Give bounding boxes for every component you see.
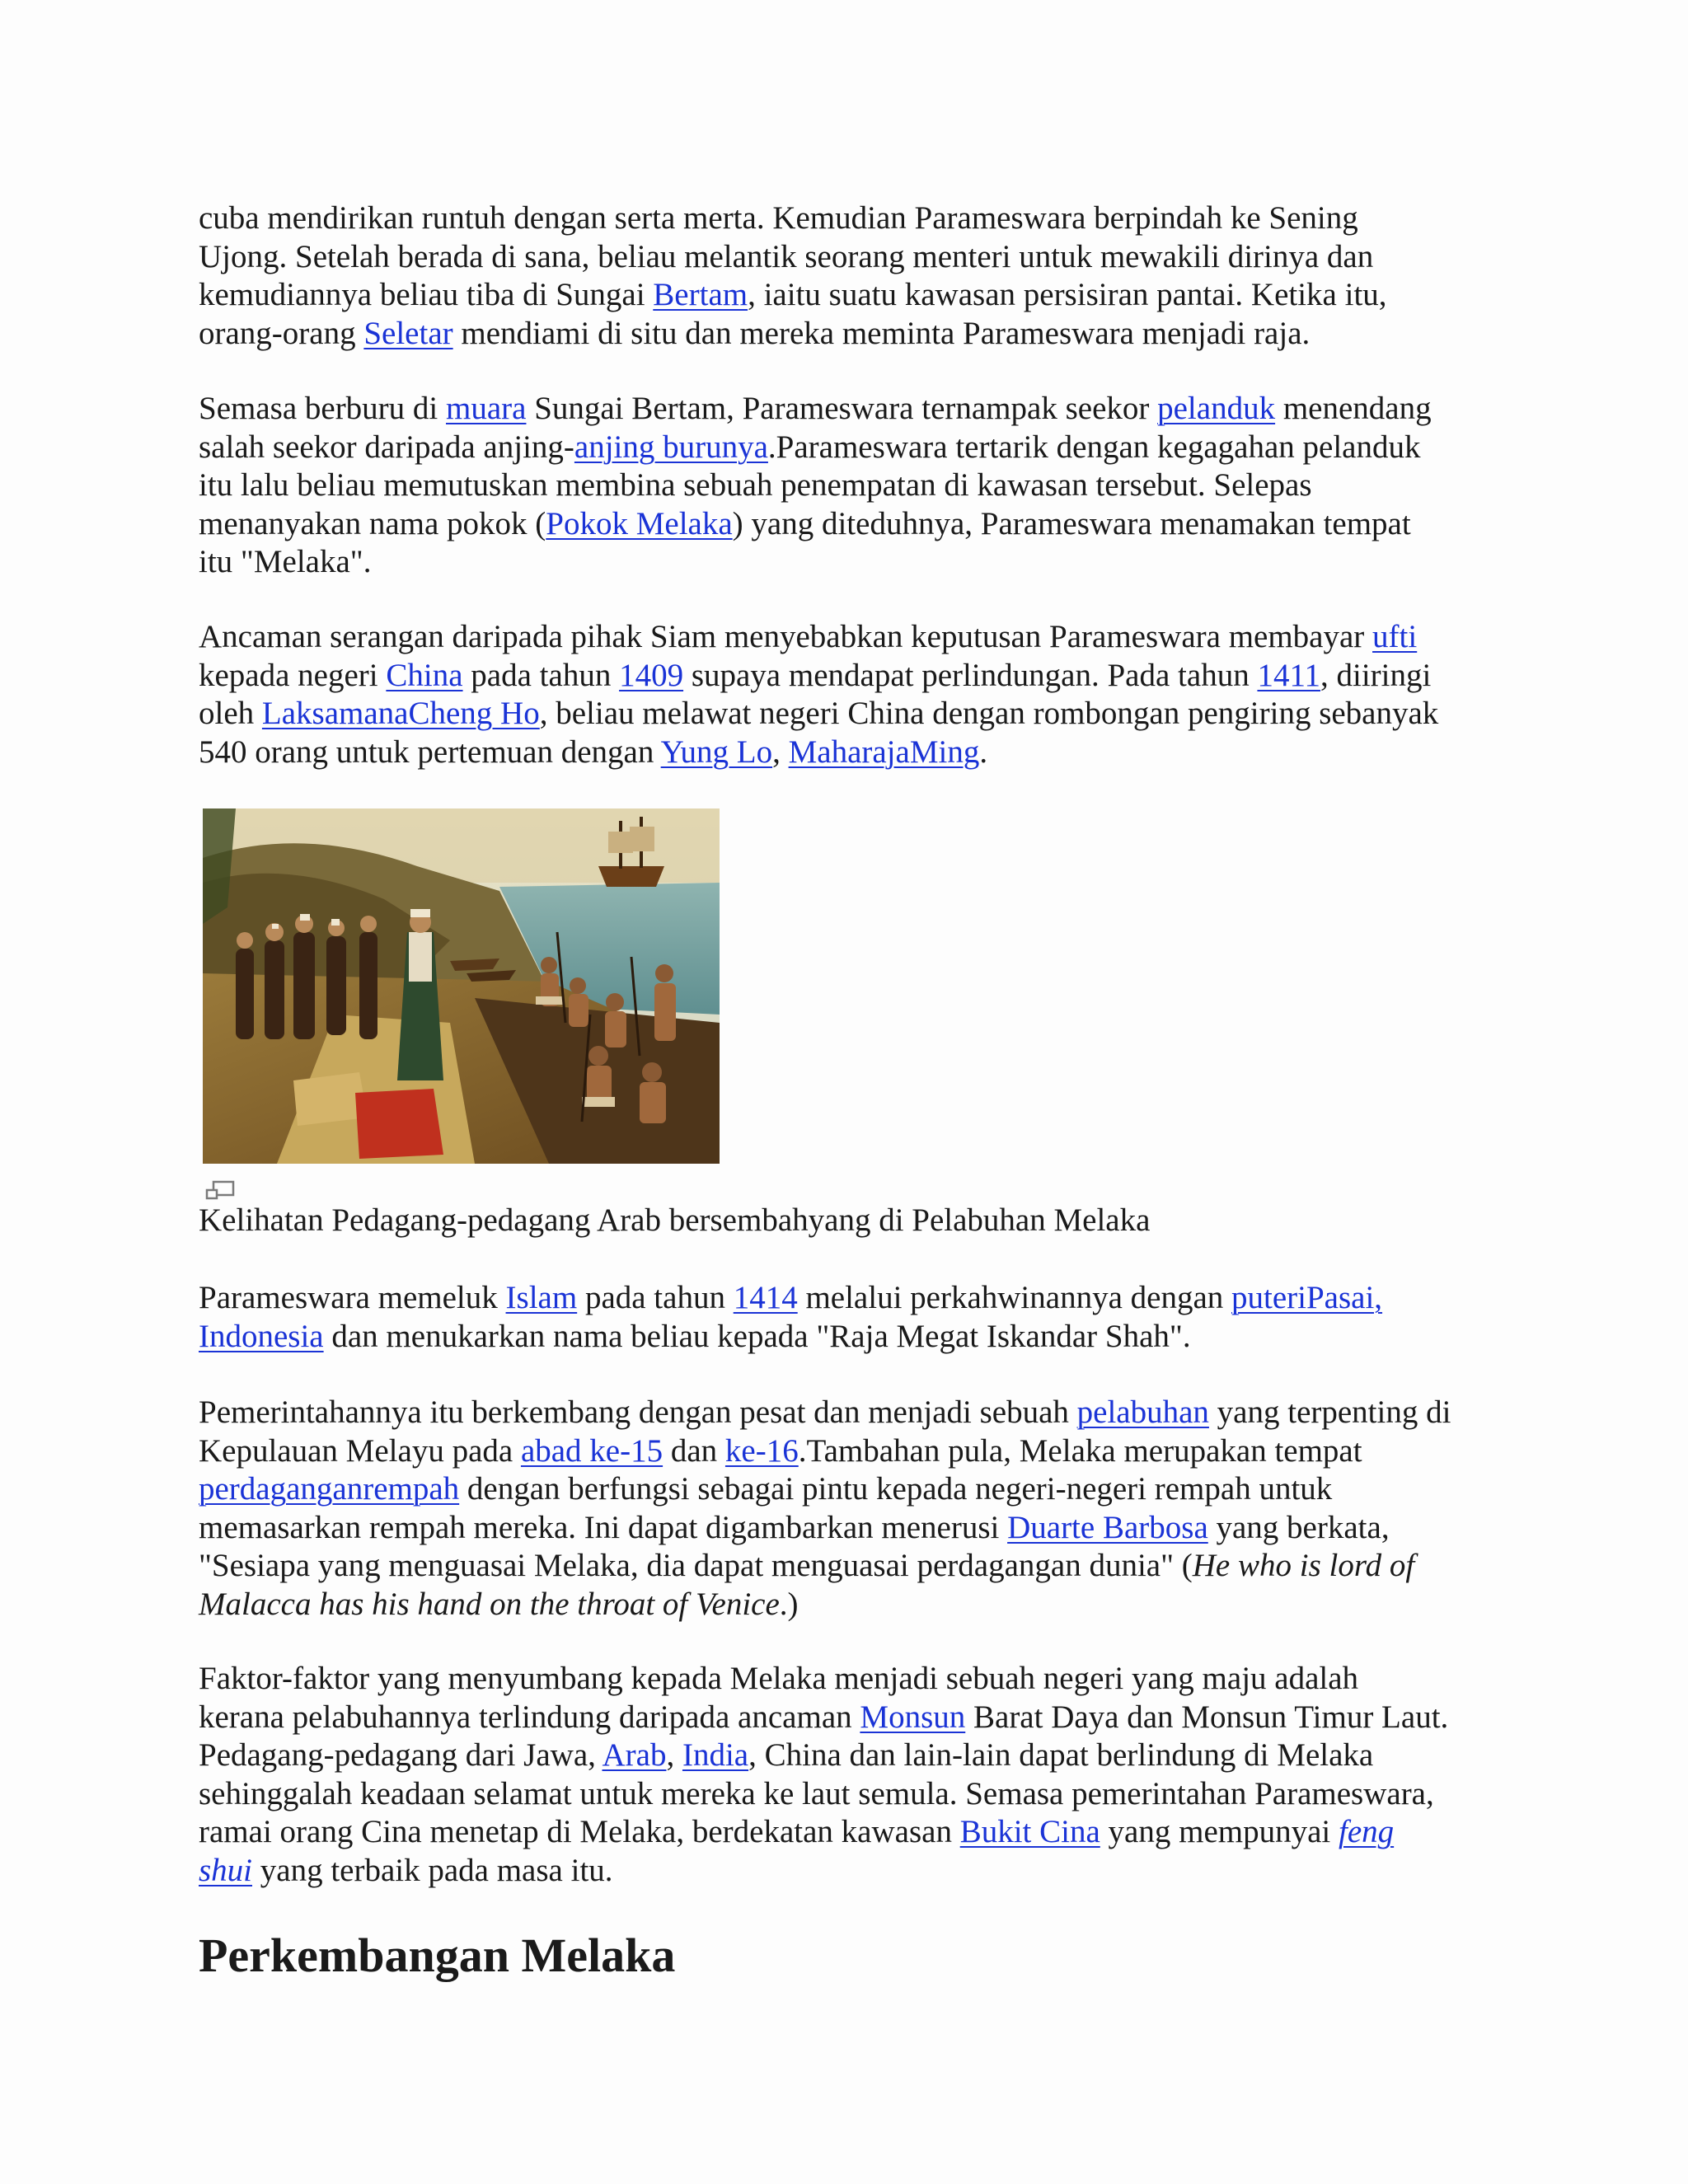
link-anjing-burunya[interactable]: anjing burunya — [574, 429, 768, 465]
text: melalui perkahwinannya dengan — [797, 1280, 1232, 1315]
text: , diiringi — [1320, 657, 1432, 693]
text: Parameswara memeluk — [199, 1280, 506, 1315]
text: Ancaman serangan daripada pihak Siam menyebabkan keputusan Parameswara membayar — [199, 619, 1373, 654]
text: sehinggalah keadaan selamat untuk mereka ke laut semula. Semasa pemerintahan Parameswara, — [199, 1775, 1434, 1811]
link-maharaja-ming[interactable]: MaharajaMing — [788, 733, 980, 770]
text: cuba mendirikan runtuh dengan serta merta. Kemudian Parameswara berpindah ke Sening — [199, 200, 1358, 236]
painting-illustration — [203, 808, 720, 1164]
link-china[interactable]: China — [386, 657, 463, 693]
link-1414[interactable]: 1414 — [733, 1280, 798, 1315]
quote-english: He who is lord of — [1192, 1548, 1415, 1583]
text: Barat Daya dan Monsun Timur Laut. — [965, 1699, 1449, 1735]
link-islam[interactable]: Islam — [505, 1280, 578, 1315]
link-pokok-melaka[interactable]: Pokok Melaka — [546, 505, 733, 541]
paragraph-pelanduk — [199, 390, 1517, 582]
link-feng-shui-cont[interactable]: shui — [199, 1852, 253, 1888]
text: yang terpenting di — [1208, 1394, 1451, 1430]
link-laksamana-cheng-ho[interactable]: LaksamanaCheng Ho — [261, 696, 540, 731]
link-yung-lo[interactable]: Yung Lo — [660, 733, 773, 770]
text: .Tambahan pula, Melaka merupakan tempat — [798, 1432, 1362, 1469]
link-1411[interactable]: 1411 — [1257, 657, 1321, 693]
text: , — [666, 1737, 682, 1773]
text: memasarkan rempah mereka. Ini dapat digambarkan menerusi — [199, 1509, 1008, 1545]
link-pelanduk[interactable]: pelanduk — [1157, 391, 1276, 426]
text: menanyakan nama pokok ( — [199, 505, 546, 541]
text: 540 orang untuk pertemuan dengan — [199, 733, 661, 770]
paragraph-siam — [199, 618, 1517, 771]
text: . — [979, 733, 988, 770]
link-feng-shui[interactable]: feng — [1338, 1814, 1395, 1849]
text: itu "Melaka". — [199, 544, 372, 579]
paragraph-founding — [199, 199, 1517, 353]
text: yang mempunyai — [1100, 1814, 1339, 1849]
link-seletar[interactable]: Seletar — [363, 315, 453, 351]
text: , beliau melawat negeri China dengan rombongan pengiring sebanyak — [539, 696, 1439, 731]
paragraph-islam — [199, 1279, 1517, 1356]
link-arab[interactable]: Arab — [602, 1737, 667, 1773]
text: .) — [779, 1586, 799, 1622]
link-duarte-barbosa[interactable]: Duarte Barbosa — [1007, 1509, 1208, 1545]
text: supaya mendapat perlindungan. Pada tahun — [683, 657, 1258, 693]
link-monsun[interactable]: Monsun — [860, 1699, 966, 1735]
link-india[interactable]: India — [682, 1737, 749, 1773]
text: oleh — [199, 696, 262, 731]
link-pelabuhan[interactable]: pelabuhan — [1076, 1394, 1209, 1430]
caption-text: Kelihatan Pedagang-pedagang Arab bersembahyang di Pelabuhan Melaka — [199, 1202, 1151, 1238]
text: pada tahun — [462, 657, 620, 693]
text: Sungai Bertam, Parameswara ternampak seekor — [526, 391, 1158, 426]
text: "Sesiapa yang menguasai Melaka, dia dapat menguasai perdagangan dunia" ( — [199, 1548, 1193, 1583]
text: salah seekor daripada anjing- — [199, 429, 574, 465]
link-muara[interactable]: muara — [446, 391, 527, 426]
text: , iaitu suatu kawasan persisiran pantai. Ketika itu, — [748, 277, 1387, 312]
link-indonesia[interactable]: Indonesia — [199, 1318, 324, 1354]
text: Faktor-faktor yang menyumbang kepada Melaka menjadi sebuah negeri yang maju adalah — [199, 1661, 1359, 1696]
text: ) yang diteduhnya, Parameswara menamakan tempat — [732, 505, 1411, 541]
text: mendiami di situ dan mereka meminta Parameswara menjadi raja. — [452, 315, 1311, 351]
quote-english-cont: Malacca has his hand on the throat of Venice — [199, 1586, 780, 1622]
text: Kepulauan Melayu pada — [199, 1432, 521, 1469]
text: yang terbaik pada masa itu. — [252, 1852, 613, 1888]
paragraph-factors — [199, 1660, 1517, 1890]
text: pada tahun — [577, 1280, 734, 1315]
text: dan — [663, 1432, 725, 1469]
text: orang-orang — [199, 315, 364, 351]
link-ke-16[interactable]: ke-16 — [724, 1432, 799, 1469]
harbour-painting[interactable] — [203, 808, 720, 1164]
text: Ujong. Setelah berada di sana, beliau melantik seorang menteri untuk mewakili dirinya dan — [199, 238, 1374, 274]
text: .Parameswara tertarik dengan kegagahan pelanduk — [767, 429, 1421, 465]
text: Pedagang-pedagang dari Jawa, — [199, 1737, 603, 1773]
section-heading: Perkembangan Melaka — [199, 1929, 676, 1982]
link-1409[interactable]: 1409 — [619, 657, 684, 693]
text: menendang — [1275, 391, 1432, 426]
text: Semasa berburu di — [199, 391, 447, 426]
text: kerana pelabuhannya terlindung daripada ancaman — [199, 1699, 860, 1735]
text: itu lalu beliau memutuskan membina sebuah penempatan di kawasan tersebut. Selepas — [199, 467, 1312, 503]
link-abad-ke-15[interactable]: abad ke-15 — [520, 1432, 663, 1469]
text: kemudiannya beliau tiba di Sungai — [199, 277, 654, 312]
link-puteri-pasai[interactable]: puteriPasai, — [1231, 1280, 1383, 1315]
paragraph-pelabuhan — [199, 1394, 1517, 1624]
link-perdagangan-rempah[interactable]: perdaganganrempah — [199, 1471, 460, 1507]
link-bertam[interactable]: Bertam — [653, 277, 748, 312]
text: dan menukarkan nama beliau kepada "Raja Megat Iskandar Shah". — [323, 1318, 1191, 1354]
text: ramai orang Cina menetap di Melaka, berdekatan kawasan — [199, 1814, 960, 1849]
text: yang berkata, — [1207, 1509, 1390, 1545]
text: , — [772, 733, 789, 770]
figure-caption — [199, 1202, 1517, 1240]
link-bukit-cina[interactable]: Bukit Cina — [959, 1814, 1100, 1849]
text: kepada negeri — [199, 657, 387, 693]
text: dengan berfungsi sebagai pintu kepada negeri-negeri rempah untuk — [459, 1471, 1333, 1507]
text: Pemerintahannya itu berkembang dengan pesat dan menjadi sebuah — [199, 1394, 1077, 1430]
text: , China dan lain-lain dapat berlindung di Melaka — [748, 1737, 1374, 1773]
link-ufti[interactable]: ufti — [1372, 619, 1418, 654]
enlarge-icon[interactable] — [205, 1180, 235, 1202]
